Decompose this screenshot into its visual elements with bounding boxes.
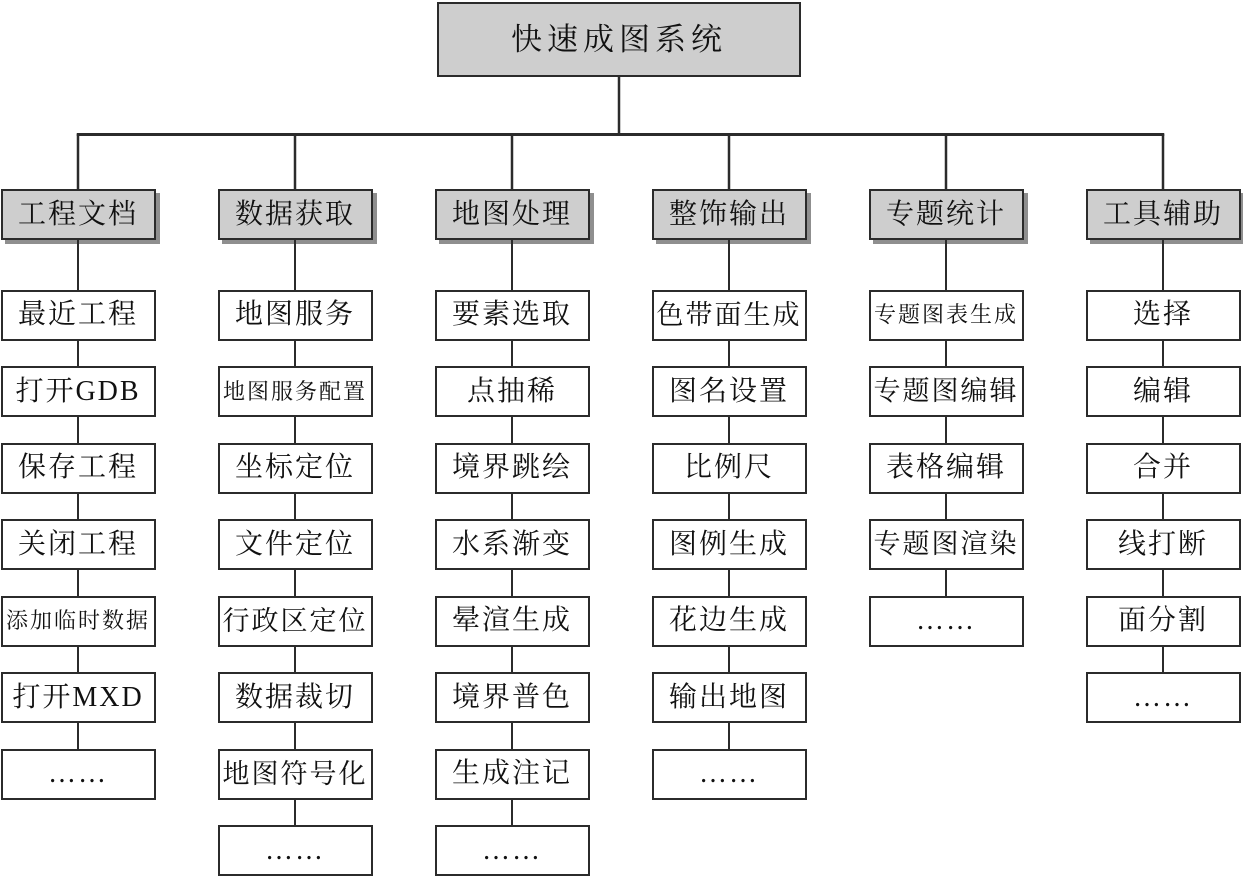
tree-node	[652, 749, 807, 800]
connector-line	[77, 240, 80, 290]
tree-node	[218, 672, 373, 723]
tree-node-label: ……	[916, 605, 976, 636]
tree-node	[652, 366, 807, 417]
connector-line	[511, 570, 514, 596]
tree-node	[435, 290, 590, 341]
root-node-label: 快速成图系统	[511, 22, 727, 57]
branch-header-label: 专题统计	[885, 198, 1006, 230]
branch-header-label: 数据获取	[234, 198, 355, 230]
tree-node-label: 图例生成	[668, 528, 789, 560]
tree-node-label: 色带面生成	[656, 299, 802, 330]
tree-node-label: 添加临时数据	[5, 608, 150, 633]
connector-line	[511, 341, 514, 367]
connector-line	[77, 723, 80, 749]
connector-line	[511, 240, 514, 290]
tree-node-label: 行政区定位	[222, 605, 368, 636]
branch-column	[1086, 189, 1241, 723]
connector-line	[511, 494, 514, 520]
tree-node-label: 要素选取	[451, 299, 572, 330]
tree-node-label: 表格编辑	[885, 452, 1006, 483]
tree-node-label: ……	[482, 834, 542, 866]
tree-node	[218, 519, 373, 570]
tree-node	[435, 443, 590, 494]
tree-node	[218, 596, 373, 647]
connector-line	[77, 647, 80, 673]
connector-line	[77, 494, 80, 520]
tree-node-label: 地图符号化	[222, 758, 368, 789]
connector-line	[511, 417, 514, 443]
tree-node-label: 比例尺	[683, 452, 774, 483]
tree-node-label: 关闭工程	[17, 528, 138, 560]
tree-node-label: 境界普色	[451, 681, 572, 713]
branch-column	[869, 189, 1024, 647]
tree-node	[1, 596, 156, 647]
tree-node-label: ……	[48, 758, 108, 789]
tree-node	[435, 366, 590, 417]
connector-line	[511, 723, 514, 749]
tree-node-label: 境界跳绘	[451, 452, 572, 483]
tree-node-label: ……	[265, 834, 325, 866]
tree-node	[652, 443, 807, 494]
branch-header-label: 地图处理	[451, 198, 572, 230]
connector-line	[1162, 341, 1165, 367]
tree-node-label: 图名设置	[668, 375, 789, 407]
tree-node-label: 水系渐变	[451, 528, 572, 560]
connector-line	[294, 417, 297, 443]
tree-node	[1086, 596, 1241, 647]
tree-node	[1, 290, 156, 341]
tree-node	[1, 672, 156, 723]
tree-node	[218, 749, 373, 800]
tree-node	[652, 596, 807, 647]
branch-header	[1, 189, 156, 240]
connector-line	[1162, 240, 1165, 290]
tree-node-label: 数据裁切	[234, 681, 355, 713]
connector-line	[728, 417, 731, 443]
tree-node-label: 打开GDB	[15, 375, 141, 407]
tree-node-label: ……	[699, 758, 759, 789]
tree-node-label: 生成注记	[451, 758, 572, 789]
tree-node-label: 选择	[1132, 299, 1193, 330]
connector-line	[945, 417, 948, 443]
branch-header	[1086, 189, 1241, 240]
connector-line	[945, 494, 948, 520]
tree-node	[869, 290, 1024, 341]
connector-line	[728, 341, 731, 367]
tree-node-label: 专题图渲染	[873, 529, 1019, 559]
tree-node	[1086, 366, 1241, 417]
tree-node-label: 面分割	[1117, 605, 1208, 636]
connector-line	[728, 723, 731, 749]
tree-node-label: 打开MXD	[12, 681, 144, 713]
tree-node	[869, 519, 1024, 570]
tree-node	[435, 825, 590, 876]
connector-line	[511, 800, 514, 826]
connector-line	[728, 494, 731, 520]
tree-node-label: 坐标定位	[234, 452, 355, 483]
tree-node	[218, 443, 373, 494]
tree-node-label: 地图服务	[234, 299, 355, 330]
tree-node-label: 输出地图	[668, 681, 789, 713]
connector-line	[294, 647, 297, 673]
branch-header	[218, 189, 373, 240]
tree-node	[1086, 519, 1241, 570]
connector-line	[728, 240, 731, 290]
tree-node	[1086, 290, 1241, 341]
connector-line	[1162, 417, 1165, 443]
tree-node-label: 晕渲生成	[451, 605, 572, 636]
tree-node	[218, 366, 373, 417]
connector-line	[945, 341, 948, 367]
branch-column	[652, 189, 807, 800]
tree-node-label: 点抽稀	[466, 375, 557, 407]
tree-node	[1086, 443, 1241, 494]
tree-node-label: 合并	[1132, 452, 1193, 483]
tree-node-label: 地图服务配置	[222, 378, 367, 404]
connector-line	[294, 800, 297, 826]
tree-node-label: 专题图表生成	[873, 302, 1018, 327]
connector-line	[294, 494, 297, 520]
tree-node-label: 花边生成	[668, 605, 789, 636]
tree-node	[218, 290, 373, 341]
tree-node-label: 编辑	[1132, 375, 1193, 407]
branch-header-label: 整饰输出	[668, 198, 789, 230]
connector-line	[294, 723, 297, 749]
branch-header	[652, 189, 807, 240]
tree-node	[652, 290, 807, 341]
branch-header	[869, 189, 1024, 240]
connector-line	[77, 341, 80, 367]
connector-line	[511, 647, 514, 673]
tree-node	[435, 749, 590, 800]
connector-line	[1162, 570, 1165, 596]
branch-column	[435, 189, 590, 876]
tree-node-label: 最近工程	[17, 299, 138, 330]
branch-column	[1, 189, 156, 800]
branch-header-label: 工具辅助	[1102, 198, 1223, 230]
connector-line	[294, 570, 297, 596]
tree-node	[869, 596, 1024, 647]
connector-line	[728, 647, 731, 673]
connector-line	[1162, 647, 1165, 673]
connector-line	[294, 341, 297, 367]
branch-column	[218, 189, 373, 876]
tree-node	[1, 443, 156, 494]
connector-line	[77, 570, 80, 596]
tree-node	[435, 519, 590, 570]
tree-node	[1, 366, 156, 417]
tree-node-label: 线打断	[1117, 528, 1208, 560]
connector-line	[294, 240, 297, 290]
tree-node-label: 文件定位	[234, 528, 355, 560]
tree-node	[1, 519, 156, 570]
tree-node	[1086, 672, 1241, 723]
tree-node-label: 专题图编辑	[873, 376, 1019, 406]
branch-header	[435, 189, 590, 240]
tree-node	[1, 749, 156, 800]
connector-line	[945, 570, 948, 596]
connector-line	[77, 417, 80, 443]
tree-node	[869, 366, 1024, 417]
tree-node	[218, 825, 373, 876]
tree-node	[435, 596, 590, 647]
tree-node-label: ……	[1133, 681, 1193, 713]
connector-line	[945, 240, 948, 290]
tree-node-label: 保存工程	[17, 452, 138, 483]
branch-header-label: 工程文档	[17, 198, 138, 230]
tree-node	[869, 443, 1024, 494]
tree-node	[652, 519, 807, 570]
connector-line	[1162, 494, 1165, 520]
connector-line	[728, 570, 731, 596]
tree-node	[435, 672, 590, 723]
tree-node	[652, 672, 807, 723]
